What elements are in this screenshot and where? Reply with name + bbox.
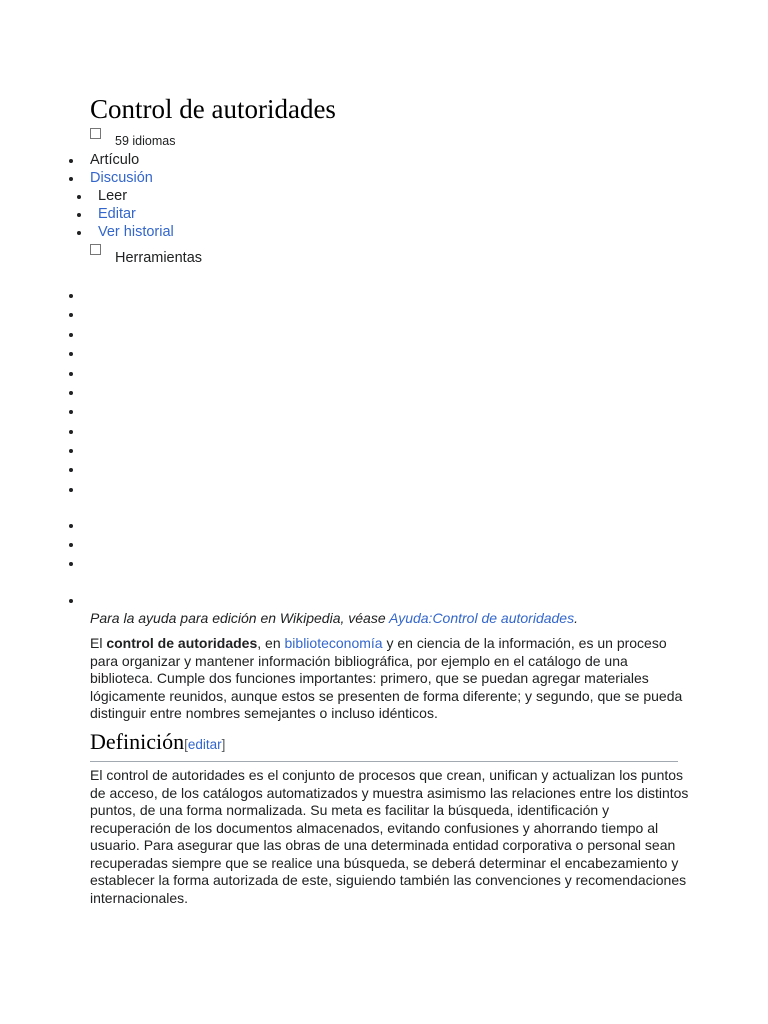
- languages-checkbox[interactable]: [90, 128, 101, 139]
- page-title: Control de autoridades: [90, 94, 336, 124]
- intro-text-1: El: [90, 635, 107, 651]
- languages-toggle[interactable]: [90, 134, 175, 148]
- list-item-bullet: [69, 410, 73, 414]
- section-heading-definicion: [90, 729, 678, 762]
- section-edit: [184, 737, 225, 752]
- list-item-bullet: [69, 352, 73, 356]
- edit-bracket-close: ]: [221, 737, 226, 752]
- tab-discussion[interactable]: Discusión: [90, 170, 153, 186]
- tab-history[interactable]: Ver historial: [98, 224, 174, 240]
- hatnote-link[interactable]: Ayuda:Control de autoridades: [388, 610, 575, 626]
- tab-article[interactable]: Artículo: [90, 151, 153, 169]
- intro-link-biblioteconomia[interactable]: biblioteconomía: [284, 635, 383, 651]
- section-paragraph: El control de autoridades es el conjunto de procesos que crean, unifican y actualizan los puntos de acceso, de los catálogos automatizados y muestra asimismo las relaciones entre los distintos puntos, de una forma normalizada. Su meta es facilitar la búsqueda, identificación y recuperación de los documentos almacenados, evitando confusiones y ahorrando tiempo al usuario. Para asegurar que las obras de una determinada entidad corporativa o personal sean recuperadas siempre que se realice una búsqueda, se deberá determinar el encabezamiento y establecer la forma autorizada de este, siguiendo también las convenciones y recomendaciones internacionales.: [90, 767, 689, 906]
- intro-bold-term: control de autoridades: [106, 635, 258, 651]
- tab-read[interactable]: Leer: [98, 187, 174, 205]
- list-item-bullet: [69, 333, 73, 337]
- tab-edit[interactable]: Editar: [98, 205, 174, 223]
- section-edit-link[interactable]: editar: [187, 737, 222, 752]
- list-item-bullet: [69, 391, 73, 395]
- intro-text-3: y en ciencia de la información, es un proceso para organizar y mantener información bibliográfica, por ejemplo en el catálogo de una biblioteca. Cumple dos funciones importantes: primero, que se puedan agregar materiales lógicamente reunidos, aunque estos se presenten de forma diferente; y segundo, que se pueda distinguir entre nombres semejantes o incluso idénticos.: [90, 635, 683, 721]
- list-item-bullet: [69, 524, 73, 528]
- hatnote: [90, 609, 578, 627]
- intro-paragraph: [90, 635, 690, 723]
- list-item-bullet: [69, 488, 73, 492]
- list-item-bullet: [69, 468, 73, 472]
- list-item-bullet: [69, 430, 73, 434]
- list-item-bullet: [69, 313, 73, 317]
- list-item-bullet: [69, 372, 73, 376]
- view-tabs: [98, 187, 174, 241]
- list-item-bullet: [69, 599, 73, 603]
- tools-checkbox[interactable]: [90, 244, 101, 255]
- list-item-bullet: [69, 449, 73, 453]
- section-heading-text: Definición: [90, 729, 185, 754]
- namespace-tabs: [90, 151, 153, 187]
- edit-bracket-open: [: [184, 737, 188, 752]
- hatnote-prefix: Para la ayuda para edición en Wikipedia, véase: [90, 610, 389, 626]
- list-item-bullet: [69, 543, 73, 547]
- tools-toggle[interactable]: [90, 250, 202, 266]
- list-item-bullet: [69, 562, 73, 566]
- tools-label: Herramientas: [115, 250, 203, 266]
- hatnote-suffix: .: [574, 610, 578, 626]
- list-item-bullet: [69, 294, 73, 298]
- languages-label: 59 idiomas: [115, 134, 176, 148]
- intro-text-2: , en: [257, 635, 285, 651]
